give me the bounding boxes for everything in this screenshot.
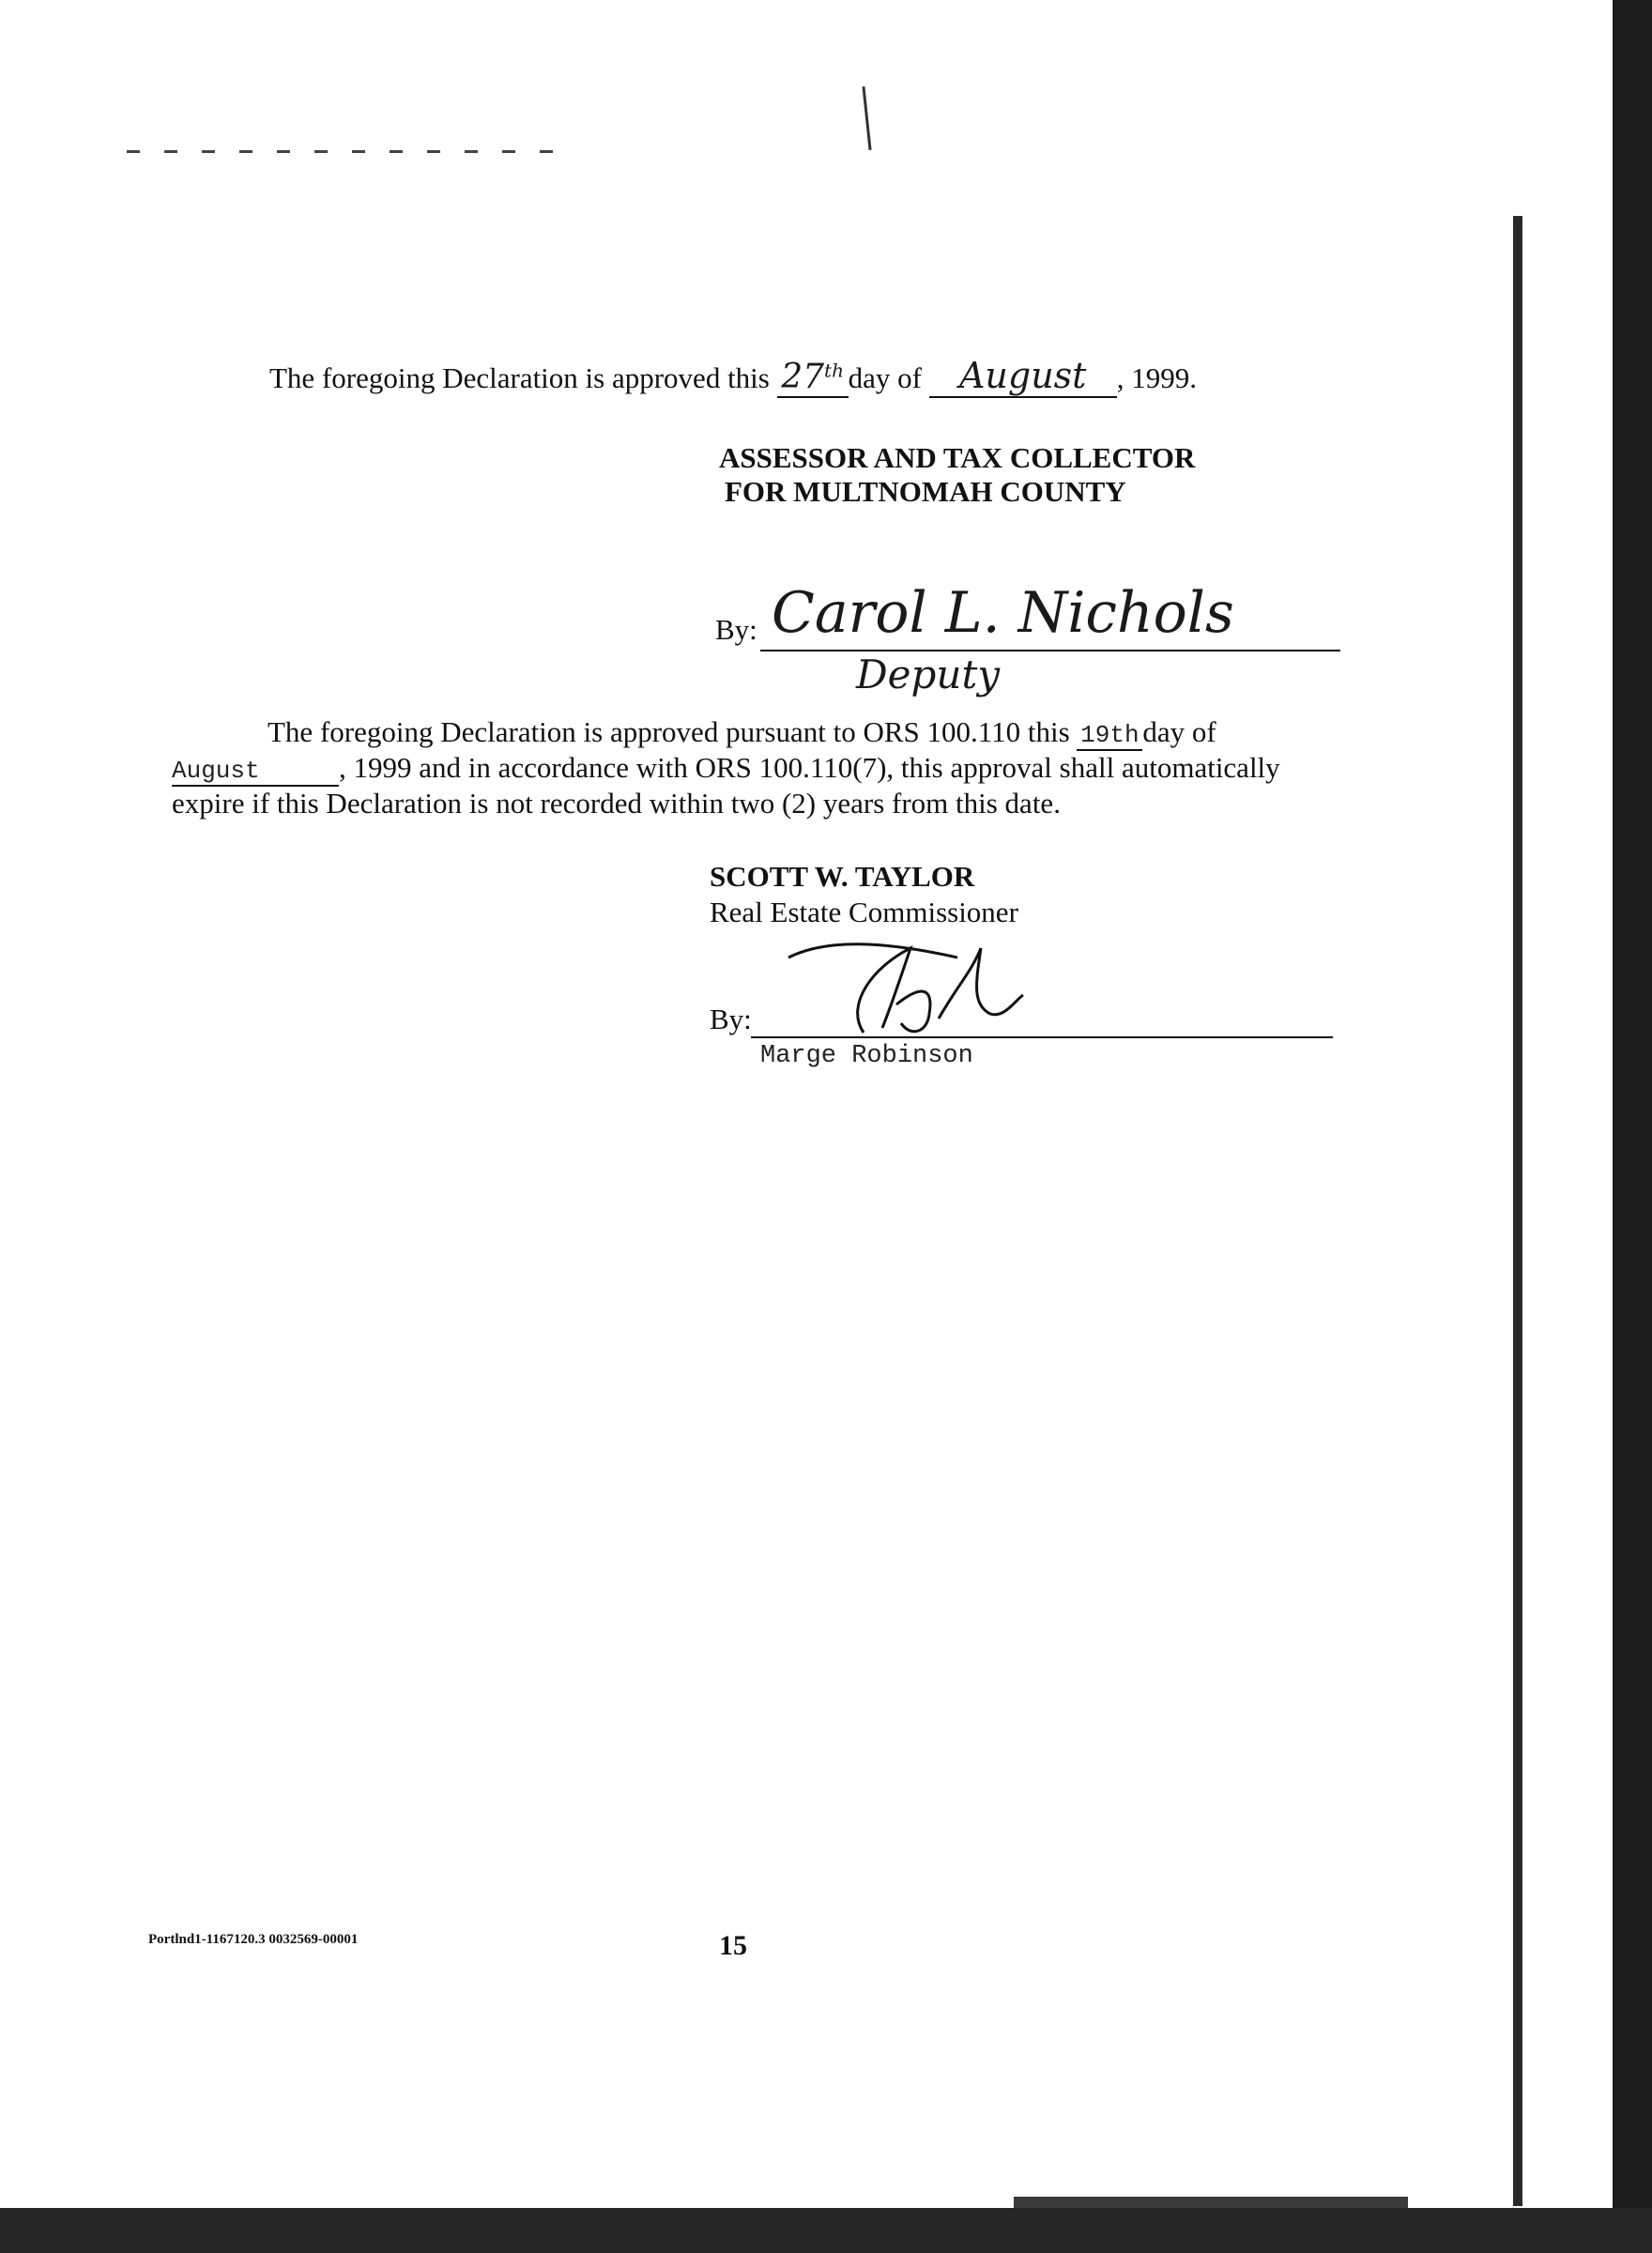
assessor-signature: Carol L. Nichols <box>772 580 1234 646</box>
approval2-line2-rest: , 1999 and in accordance with ORS 100.110(7), this approval shall automatically <box>339 751 1280 784</box>
commissioner-signer: Marge Robinson <box>760 1042 973 1070</box>
assessor-by-label: By: <box>715 613 757 646</box>
approval1-day-suffix: th <box>824 359 844 382</box>
approval1-month-field <box>929 355 1117 398</box>
scan-bottom-edge <box>0 2208 1652 2253</box>
commissioner-title: Real Estate Commissioner <box>710 896 1018 928</box>
footer-doc-id: Portlnd1-1167120.3 0032569-00001 <box>148 1932 359 1947</box>
approval2-day-word: day of <box>1142 715 1216 748</box>
assessor-title: Deputy <box>856 651 1001 697</box>
approval1-year: , 1999. <box>1116 361 1197 394</box>
footer-page-number: 15 <box>719 1930 747 1961</box>
approval2-month: August <box>172 757 339 787</box>
approval2-day: 19th <box>1077 721 1142 751</box>
approval1-prefix: The foregoing Declaration is approved this <box>269 361 770 394</box>
approval1-month: August <box>958 355 1087 396</box>
assessor-signature-line <box>760 650 1340 651</box>
approval1-line <box>269 355 1197 398</box>
approval1-day: 27 <box>781 358 825 396</box>
approval1-day-field <box>777 358 849 398</box>
scan-bottom-light <box>1014 2197 1408 2208</box>
assessor-line2: FOR MULTNOMAH COUNTY <box>725 475 1126 508</box>
approval2-line2 <box>172 751 1280 787</box>
approval2-line3: expire if this Declaration is not recorded within two (2) years from this date. <box>172 787 1061 820</box>
commissioner-by-label: By: <box>710 1003 752 1035</box>
approval2-prefix: The foregoing Declaration is approved pursuant to ORS 100.110 this <box>268 715 1070 748</box>
approval1-middle: day of <box>848 361 922 394</box>
assessor-line1: ASSESSOR AND TAX COLLECTOR <box>719 441 1196 474</box>
commissioner-signature-mark <box>770 929 1051 1051</box>
scan-top-mark <box>127 150 558 153</box>
scan-right-inner-edge <box>1513 216 1522 2206</box>
approval2-line1 <box>268 715 1216 751</box>
scan-right-edge <box>1613 0 1652 2253</box>
commissioner-name: SCOTT W. TAYLOR <box>710 860 975 893</box>
scan-top-tick <box>862 86 871 150</box>
